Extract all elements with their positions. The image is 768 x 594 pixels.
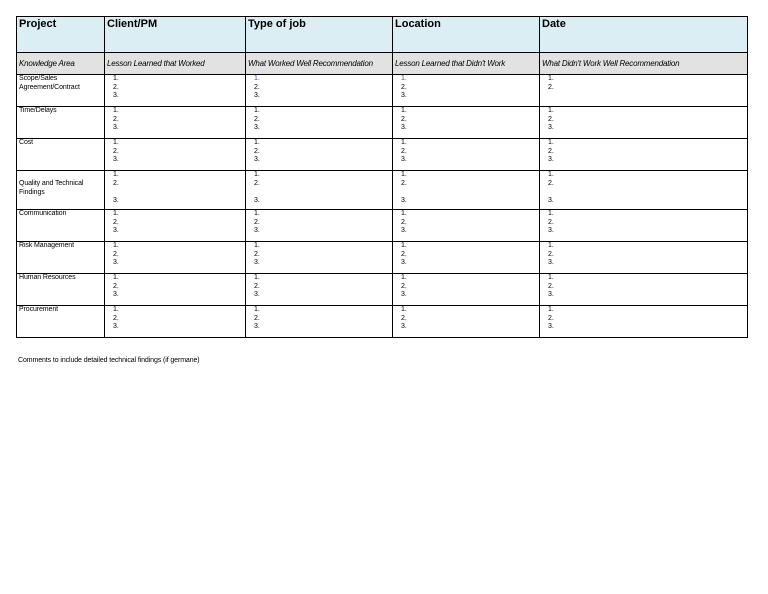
item-number: 3. bbox=[113, 323, 119, 330]
item-number: 1. bbox=[254, 274, 260, 281]
header-date[interactable]: Date bbox=[540, 17, 748, 53]
item-number: 2. bbox=[254, 179, 260, 187]
item-number: 1. bbox=[548, 242, 554, 249]
item-number: 2. bbox=[548, 179, 554, 187]
table-row bbox=[17, 210, 748, 242]
cell-spacer bbox=[395, 188, 537, 197]
subheader-worked-recommendation[interactable]: What Worked Well Recommendation bbox=[246, 53, 393, 75]
item-number: 1. bbox=[548, 107, 554, 114]
item-number: 3. bbox=[401, 92, 407, 99]
item-number: 3. bbox=[401, 196, 407, 204]
item-number: 1. bbox=[113, 306, 119, 313]
item-number: 1. bbox=[548, 306, 554, 313]
table-row bbox=[17, 107, 748, 139]
item-number: 1. bbox=[254, 139, 260, 146]
item-number: 3. bbox=[113, 227, 119, 234]
item-number: 1. bbox=[113, 171, 119, 178]
item-number: 1. bbox=[548, 274, 554, 281]
worked-cell[interactable] bbox=[105, 242, 246, 274]
item-number: 3. bbox=[254, 291, 260, 298]
item-number: 2. bbox=[548, 83, 554, 91]
item-number: 1. bbox=[401, 139, 407, 146]
item-number: 2. bbox=[113, 83, 119, 91]
subheader-knowledge-area[interactable]: Knowledge Area bbox=[17, 53, 105, 75]
item-number: 2. bbox=[401, 250, 407, 258]
item-number: 2. bbox=[401, 83, 407, 91]
subheader-didnt-work[interactable]: Lesson Learned that Didn't Work bbox=[393, 53, 540, 75]
item-number: 1. bbox=[254, 75, 260, 82]
item-number: 1. bbox=[254, 242, 260, 249]
item-number: 3. bbox=[401, 323, 407, 330]
didnt-work-recommendation-cell[interactable] bbox=[540, 274, 748, 306]
didnt-work-recommendation-cell[interactable] bbox=[540, 210, 748, 242]
worked-recommendation-cell[interactable] bbox=[246, 242, 393, 274]
table-row bbox=[17, 306, 748, 338]
worked-cell[interactable] bbox=[105, 75, 246, 107]
header-client-pm[interactable]: Client/PM bbox=[105, 17, 246, 53]
item-number: 1. bbox=[401, 75, 407, 82]
item-number: 2. bbox=[548, 115, 554, 123]
item-number: 3. bbox=[548, 259, 554, 266]
didnt-work-cell[interactable] bbox=[393, 171, 540, 210]
subheader-didnt-work-recommendation[interactable]: What Didn't Work Well Recommendation bbox=[540, 53, 748, 75]
item-number: 1. bbox=[401, 171, 407, 178]
table-row bbox=[17, 139, 748, 171]
item-number: 2. bbox=[254, 218, 260, 226]
item-number: 1. bbox=[113, 139, 119, 146]
item-number: 2. bbox=[113, 314, 119, 322]
knowledge-area-cell[interactable]: Human Resources bbox=[17, 274, 105, 306]
item-number: 1. bbox=[401, 242, 407, 249]
item-number: 3. bbox=[548, 227, 554, 234]
knowledge-area-cell[interactable]: Risk Management bbox=[17, 242, 105, 274]
item-number: 1. bbox=[113, 210, 119, 217]
item-number: 3. bbox=[113, 196, 119, 204]
worked-cell[interactable] bbox=[105, 274, 246, 306]
worked-recommendation-cell[interactable] bbox=[246, 75, 393, 107]
worked-cell[interactable] bbox=[105, 306, 246, 338]
didnt-work-recommendation-cell[interactable] bbox=[540, 306, 748, 338]
item-number: 2. bbox=[254, 147, 260, 155]
item-number: 1. bbox=[548, 139, 554, 146]
item-number: 2. bbox=[113, 179, 119, 187]
knowledge-area-label: Quality and Technical Findings bbox=[19, 180, 84, 196]
item-number: 1. bbox=[401, 306, 407, 313]
item-number: 2. bbox=[401, 147, 407, 155]
item-number: 3. bbox=[401, 227, 407, 234]
item-number: 2. bbox=[254, 115, 260, 123]
item-number: 3. bbox=[548, 323, 554, 330]
item-number: 2. bbox=[401, 282, 407, 290]
comments-note: Comments to include detailed technical findings (if germane) bbox=[18, 357, 200, 364]
worked-recommendation-cell[interactable] bbox=[246, 306, 393, 338]
header-row bbox=[17, 17, 748, 53]
item-number: 2. bbox=[254, 83, 260, 91]
knowledge-area-cell[interactable]: Cost bbox=[17, 139, 105, 171]
item-number: 2. bbox=[113, 250, 119, 258]
item-number: 1. bbox=[548, 210, 554, 217]
table-row bbox=[17, 242, 748, 274]
worked-recommendation-cell[interactable] bbox=[246, 210, 393, 242]
cell-spacer bbox=[248, 188, 390, 197]
item-number: 2. bbox=[113, 115, 119, 123]
item-number: 1. bbox=[401, 107, 407, 114]
didnt-work-recommendation-cell[interactable] bbox=[540, 242, 748, 274]
item-number: 2. bbox=[548, 147, 554, 155]
knowledge-area-cell[interactable]: Time/Delays bbox=[17, 107, 105, 139]
lessons-learned-sheet bbox=[16, 16, 747, 338]
item-number: 1. bbox=[254, 306, 260, 313]
header-type-of-job[interactable]: Type of job bbox=[246, 17, 393, 53]
item-number: 2. bbox=[548, 282, 554, 290]
cell-spacer bbox=[542, 188, 745, 197]
item-number: 3. bbox=[401, 156, 407, 163]
item-number: 1. bbox=[548, 75, 554, 82]
item-number: 2. bbox=[254, 250, 260, 258]
item-number: 2. bbox=[548, 314, 554, 322]
item-number: 1. bbox=[401, 210, 407, 217]
item-number: 1. bbox=[254, 107, 260, 114]
item-number: 3. bbox=[113, 156, 119, 163]
item-number: 3. bbox=[548, 156, 554, 163]
item-number: 3. bbox=[113, 124, 119, 131]
worked-cell[interactable] bbox=[105, 171, 246, 210]
item-number: 3. bbox=[401, 259, 407, 266]
item-number: 3. bbox=[548, 291, 554, 298]
didnt-work-recommendation-cell[interactable] bbox=[540, 75, 748, 107]
item-number: 3. bbox=[548, 196, 554, 204]
item-number: 3. bbox=[254, 92, 260, 99]
subheader-row bbox=[17, 53, 748, 75]
didnt-work-cell[interactable] bbox=[393, 75, 540, 107]
table-row bbox=[17, 75, 748, 107]
item-number: 2. bbox=[113, 147, 119, 155]
item-number: 1. bbox=[254, 171, 260, 178]
worked-recommendation-cell[interactable] bbox=[246, 107, 393, 139]
didnt-work-cell[interactable] bbox=[393, 139, 540, 171]
didnt-work-recommendation-cell[interactable] bbox=[540, 107, 748, 139]
worked-cell[interactable] bbox=[105, 210, 246, 242]
table-row bbox=[17, 274, 748, 306]
item-number: 2. bbox=[254, 314, 260, 322]
knowledge-area-cell[interactable]: Procurement bbox=[17, 306, 105, 338]
table-row bbox=[17, 171, 748, 210]
item-number: 1. bbox=[254, 210, 260, 217]
worked-cell[interactable] bbox=[105, 107, 246, 139]
subheader-worked[interactable]: Lesson Learned that Worked bbox=[105, 53, 246, 75]
didnt-work-cell[interactable] bbox=[393, 242, 540, 274]
worked-recommendation-cell[interactable] bbox=[246, 274, 393, 306]
item-number: 3. bbox=[254, 323, 260, 330]
worked-recommendation-cell[interactable] bbox=[246, 171, 393, 210]
didnt-work-cell[interactable] bbox=[393, 274, 540, 306]
item-number: 3. bbox=[401, 124, 407, 131]
didnt-work-cell[interactable] bbox=[393, 107, 540, 139]
item-number: 1. bbox=[401, 274, 407, 281]
didnt-work-recommendation-cell[interactable] bbox=[540, 171, 748, 210]
item-number: 3. bbox=[254, 259, 260, 266]
didnt-work-cell[interactable] bbox=[393, 210, 540, 242]
item-number: 1. bbox=[113, 75, 119, 82]
item-number: 3. bbox=[548, 124, 554, 131]
worked-cell[interactable] bbox=[105, 139, 246, 171]
item-number: 3. bbox=[254, 196, 260, 204]
cell-spacer bbox=[107, 188, 243, 197]
item-number: 3. bbox=[113, 291, 119, 298]
item-number: 2. bbox=[401, 218, 407, 226]
item-number: 1. bbox=[113, 242, 119, 249]
knowledge-area-cell[interactable]: Communication bbox=[17, 210, 105, 242]
item-number: 2. bbox=[254, 282, 260, 290]
item-number: 2. bbox=[401, 314, 407, 322]
item-number: 2. bbox=[401, 115, 407, 123]
header-project[interactable]: Project bbox=[17, 17, 105, 53]
item-number: 2. bbox=[401, 179, 407, 187]
item-number: 3. bbox=[254, 227, 260, 234]
item-number: 2. bbox=[548, 250, 554, 258]
item-number: 2. bbox=[548, 218, 554, 226]
item-number: 2. bbox=[113, 282, 119, 290]
item-number: 1. bbox=[113, 107, 119, 114]
didnt-work-recommendation-cell[interactable] bbox=[540, 139, 748, 171]
didnt-work-cell[interactable] bbox=[393, 306, 540, 338]
item-number: 3. bbox=[113, 259, 119, 266]
item-number: 3. bbox=[401, 291, 407, 298]
item-number: 3. bbox=[254, 124, 260, 131]
lessons-learned-table bbox=[16, 16, 748, 338]
item-number: 3. bbox=[113, 92, 119, 99]
item-number: 2. bbox=[113, 218, 119, 226]
knowledge-area-cell[interactable]: Scope/Sales Agreement/Contract bbox=[17, 75, 105, 107]
knowledge-area-cell[interactable] bbox=[17, 171, 105, 210]
item-number: 1. bbox=[548, 171, 554, 178]
item-number: 3. bbox=[254, 156, 260, 163]
header-location[interactable]: Location bbox=[393, 17, 540, 53]
item-number: 1. bbox=[113, 274, 119, 281]
worked-recommendation-cell[interactable] bbox=[246, 139, 393, 171]
